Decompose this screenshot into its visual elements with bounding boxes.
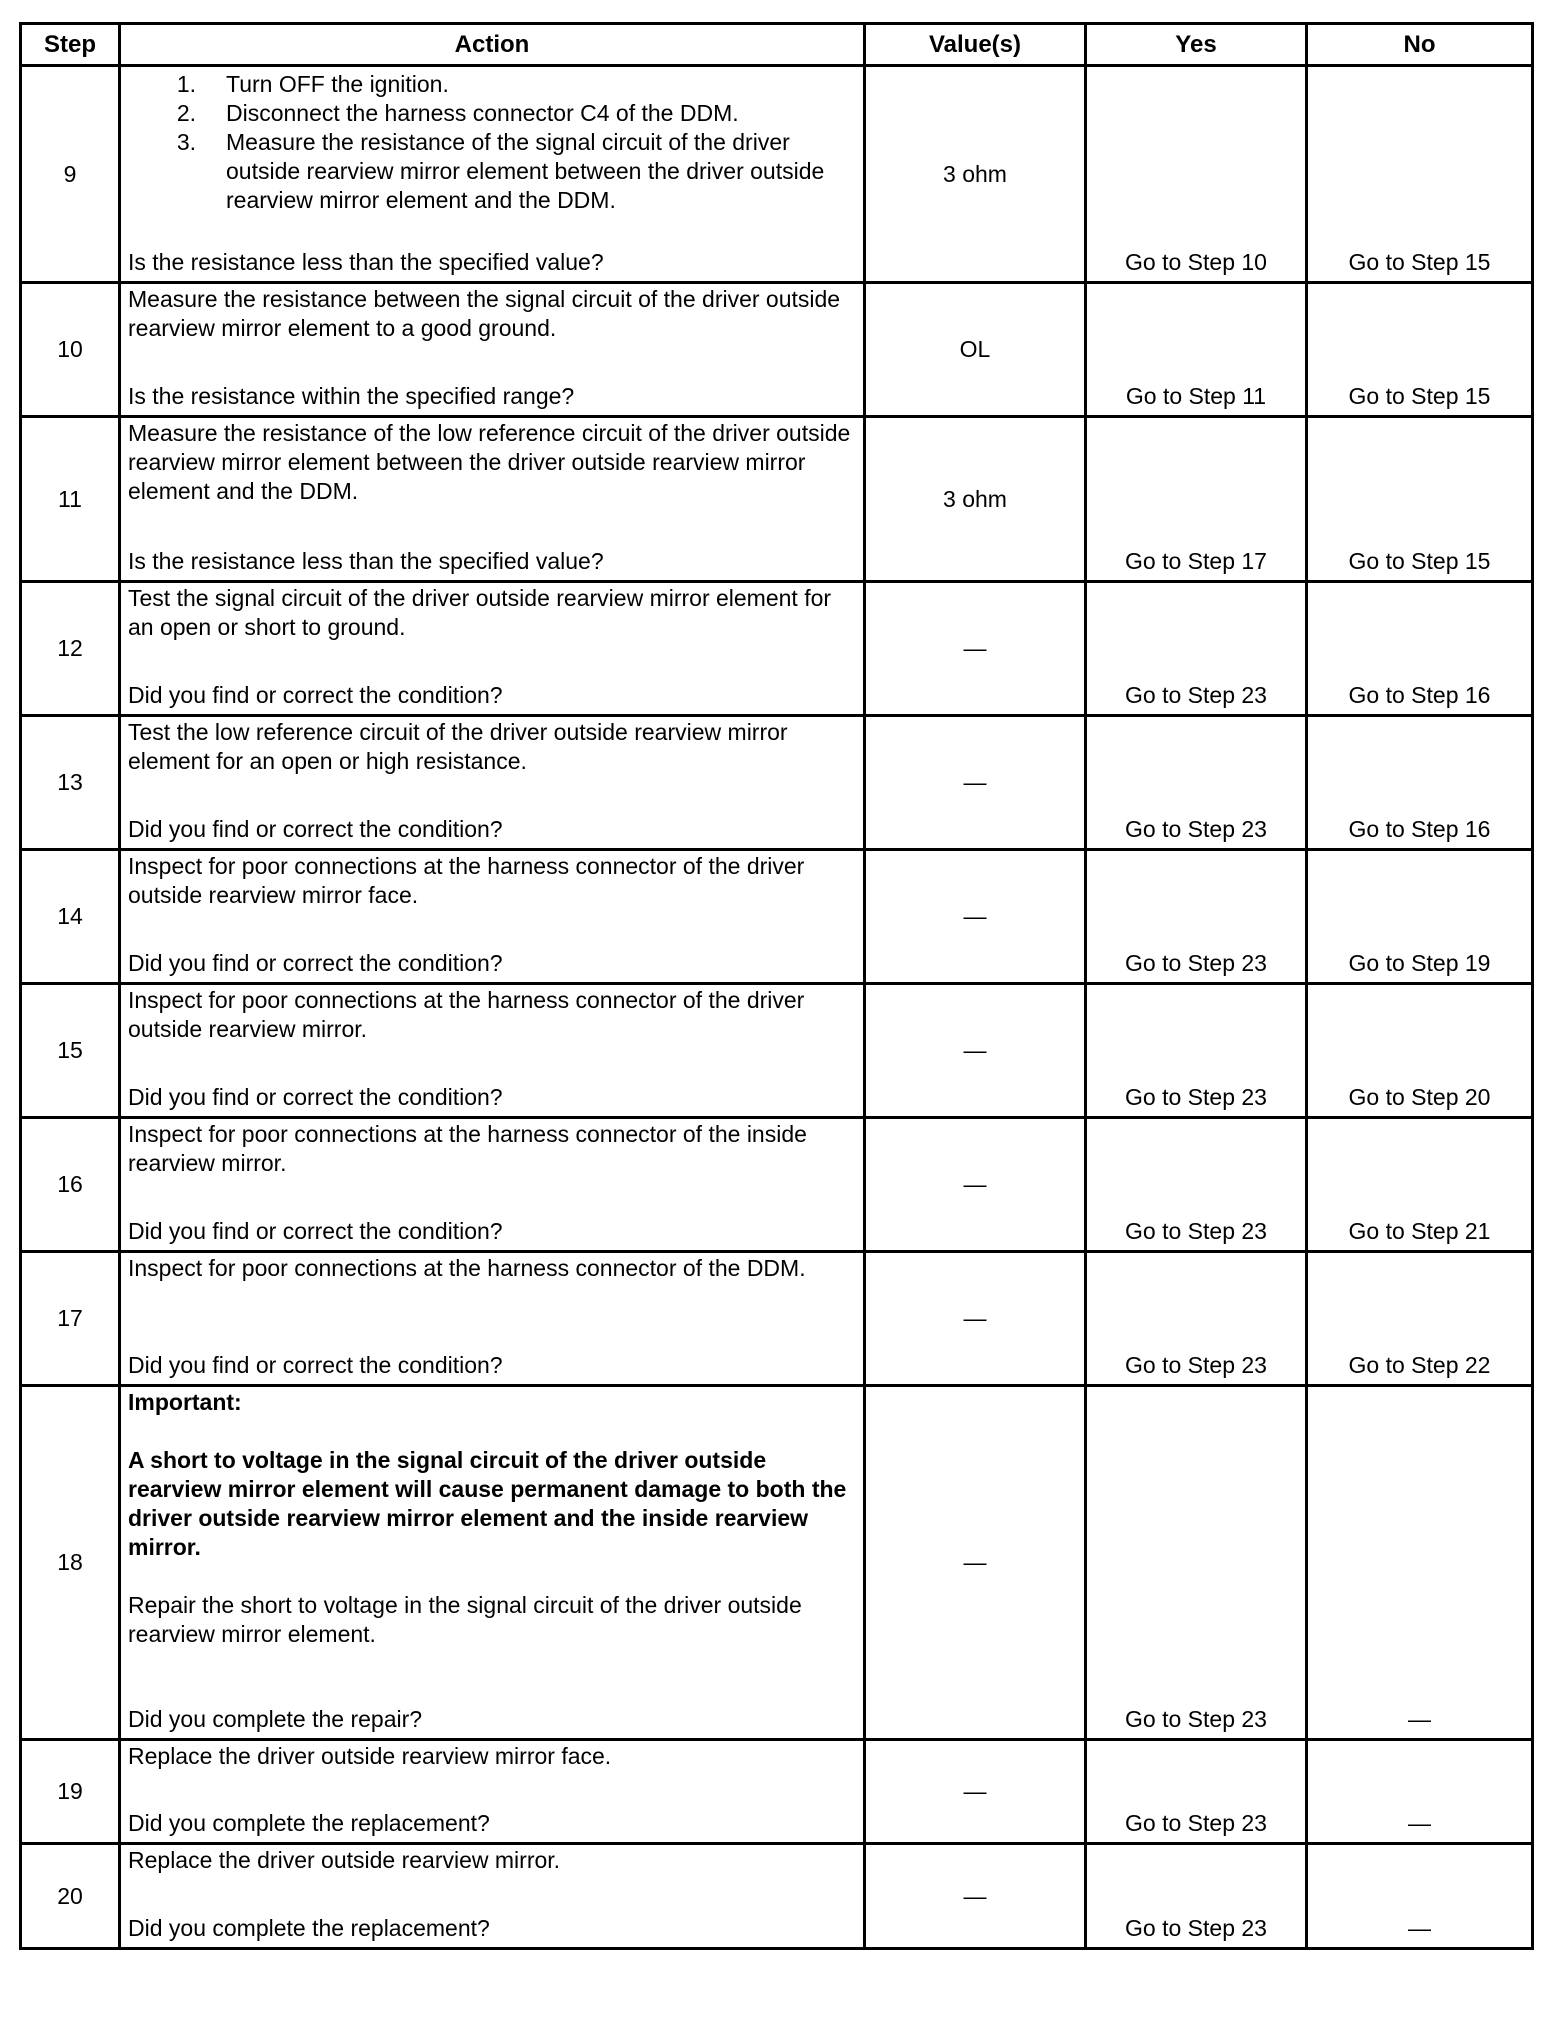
- action-content: [128, 852, 855, 978]
- action-cell: [120, 417, 865, 582]
- action-text: Measure the resistance between the signal circuit of the driver outside rearview mirror element to a good ground.: [128, 286, 841, 341]
- step-number: 16: [21, 1118, 120, 1252]
- header-action: Action: [120, 24, 865, 66]
- header-values: Value(s): [865, 24, 1086, 66]
- no-cell: —: [1307, 1386, 1533, 1740]
- action-question: Did you find or correct the condition?: [128, 816, 503, 842]
- no-cell: Go to Step 22: [1307, 1252, 1533, 1386]
- action-text: Test the low reference circuit of the driver outside rearview mirror element for an open or high resistance.: [128, 719, 788, 774]
- step-number: 13: [21, 716, 120, 850]
- step-number: 17: [21, 1252, 120, 1386]
- table-row: [21, 984, 1533, 1118]
- spacer: [128, 1562, 855, 1591]
- table-row: [21, 66, 1533, 283]
- yes-cell: Go to Step 23: [1086, 582, 1307, 716]
- action-text: Inspect for poor connections at the harness connector of the driver outside rearview mirror.: [128, 987, 805, 1042]
- action-text: Inspect for poor connections at the harness connector of the DDM.: [128, 1255, 806, 1281]
- action-instructions: [128, 285, 855, 343]
- value-cell: —: [865, 716, 1086, 850]
- value-cell: —: [865, 1386, 1086, 1740]
- action-cell: [120, 582, 865, 716]
- action-cell: [120, 1844, 865, 1949]
- no-cell: —: [1307, 1740, 1533, 1844]
- value-cell: 3 ohm: [865, 66, 1086, 283]
- value-cell: —: [865, 1252, 1086, 1386]
- table-row: [21, 283, 1533, 417]
- action-question: Is the resistance within the specified range?: [128, 383, 575, 409]
- substep-number: 3.: [176, 129, 196, 155]
- step-number: 9: [21, 66, 120, 283]
- action-text: Inspect for poor connections at the harness connector of the driver outside rearview mirror face.: [128, 853, 805, 908]
- yes-cell: Go to Step 23: [1086, 1740, 1307, 1844]
- substep-text: Turn OFF the ignition.: [226, 71, 449, 97]
- action-instructions: [128, 1388, 855, 1649]
- table-row: [21, 1740, 1533, 1844]
- value-cell: OL: [865, 283, 1086, 417]
- action-question: Did you find or correct the condition?: [128, 1218, 503, 1244]
- action-question: Did you complete the replacement?: [128, 1915, 490, 1941]
- yes-cell: Go to Step 17: [1086, 417, 1307, 582]
- important-label: Important:: [128, 1389, 242, 1415]
- action-content: [128, 419, 855, 576]
- step-number: 15: [21, 984, 120, 1118]
- yes-cell: Go to Step 23: [1086, 850, 1307, 984]
- value-cell: —: [865, 1740, 1086, 1844]
- action-instructions: [128, 584, 855, 642]
- substep-list: [128, 70, 855, 215]
- action-content: [128, 584, 855, 710]
- no-cell: Go to Step 21: [1307, 1118, 1533, 1252]
- no-cell: Go to Step 16: [1307, 716, 1533, 850]
- value-cell: —: [865, 1118, 1086, 1252]
- no-cell: Go to Step 20: [1307, 984, 1533, 1118]
- step-number: 19: [21, 1740, 120, 1844]
- no-cell: Go to Step 16: [1307, 582, 1533, 716]
- action-instructions: [128, 718, 855, 776]
- table-row: [21, 582, 1533, 716]
- important-text: A short to voltage in the signal circuit of the driver outside rearview mirror element will cause permanent damage to both the driver outside rearview mirror element and the inside rearview mirror.: [128, 1447, 847, 1560]
- action-instructions: [128, 1120, 855, 1178]
- table-row: [21, 1386, 1533, 1740]
- action-instructions: [128, 1846, 855, 1875]
- action-content: [128, 68, 855, 277]
- action-text: Replace the driver outside rearview mirror.: [128, 1847, 561, 1873]
- action-content: [128, 1742, 855, 1838]
- action-cell: [120, 1252, 865, 1386]
- yes-cell: Go to Step 23: [1086, 1252, 1307, 1386]
- yes-cell: Go to Step 23: [1086, 984, 1307, 1118]
- action-instructions: [128, 1254, 855, 1283]
- action-text: Replace the driver outside rearview mirror face.: [128, 1743, 612, 1769]
- value-cell: —: [865, 984, 1086, 1118]
- table-row: [21, 850, 1533, 984]
- spacer: [128, 1417, 855, 1446]
- action-question: Did you complete the replacement?: [128, 1810, 490, 1836]
- action-content: [128, 1846, 855, 1943]
- action-question: Is the resistance less than the specified value?: [128, 548, 604, 574]
- action-cell: [120, 984, 865, 1118]
- table-row: [21, 1118, 1533, 1252]
- value-cell: —: [865, 582, 1086, 716]
- diagnostic-table: [19, 22, 1534, 1950]
- action-question: Did you complete the repair?: [128, 1706, 423, 1732]
- substep-item: [128, 99, 855, 128]
- step-number: 18: [21, 1386, 120, 1740]
- action-question: Is the resistance less than the specified value?: [128, 249, 604, 275]
- value-cell: —: [865, 850, 1086, 984]
- substep-number: 1.: [176, 71, 196, 97]
- action-cell: [120, 1118, 865, 1252]
- step-number: 10: [21, 283, 120, 417]
- substep-text: Disconnect the harness connector C4 of the DDM.: [226, 100, 739, 126]
- value-cell: 3 ohm: [865, 417, 1086, 582]
- action-instructions: [128, 68, 855, 215]
- action-question: Did you find or correct the condition?: [128, 1352, 503, 1378]
- action-text: Repair the short to voltage in the signal circuit of the driver outside rearview mirror element.: [128, 1592, 802, 1647]
- action-question: Did you find or correct the condition?: [128, 1084, 503, 1110]
- step-number: 20: [21, 1844, 120, 1949]
- yes-cell: Go to Step 11: [1086, 283, 1307, 417]
- step-number: 14: [21, 850, 120, 984]
- action-text: Measure the resistance of the low reference circuit of the driver outside rearview mirror element between the driver outside rearview mirror element and the DDM.: [128, 420, 851, 504]
- step-number: 11: [21, 417, 120, 582]
- substep-number: 2.: [176, 100, 196, 126]
- no-cell: Go to Step 15: [1307, 283, 1533, 417]
- no-cell: Go to Step 19: [1307, 850, 1533, 984]
- yes-cell: Go to Step 23: [1086, 1386, 1307, 1740]
- yes-cell: Go to Step 23: [1086, 1844, 1307, 1949]
- table-row: [21, 1252, 1533, 1386]
- action-cell: [120, 1386, 865, 1740]
- action-question: Did you find or correct the condition?: [128, 950, 503, 976]
- yes-cell: Go to Step 10: [1086, 66, 1307, 283]
- action-cell: [120, 716, 865, 850]
- action-text: Test the signal circuit of the driver outside rearview mirror element for an open or short to ground.: [128, 585, 832, 640]
- header-step: Step: [21, 24, 120, 66]
- yes-cell: Go to Step 23: [1086, 716, 1307, 850]
- header-no: No: [1307, 24, 1533, 66]
- action-cell: [120, 66, 865, 283]
- action-content: [128, 1388, 855, 1734]
- action-question: Did you find or correct the condition?: [128, 682, 503, 708]
- action-content: [128, 986, 855, 1112]
- action-cell: [120, 850, 865, 984]
- action-content: [128, 285, 855, 411]
- action-text: Inspect for poor connections at the harness connector of the inside rearview mirror.: [128, 1121, 807, 1176]
- substep-text: Measure the resistance of the signal circuit of the driver outside rearview mirror element between the driver outside rearview mirror element and the DDM.: [226, 129, 825, 213]
- no-cell: Go to Step 15: [1307, 417, 1533, 582]
- table-row: [21, 417, 1533, 582]
- no-cell: —: [1307, 1844, 1533, 1949]
- action-content: [128, 1254, 855, 1380]
- action-cell: [120, 1740, 865, 1844]
- action-instructions: [128, 1742, 855, 1771]
- action-instructions: [128, 419, 855, 506]
- table-row: [21, 716, 1533, 850]
- action-content: [128, 718, 855, 844]
- value-cell: —: [865, 1844, 1086, 1949]
- yes-cell: Go to Step 23: [1086, 1118, 1307, 1252]
- action-instructions: [128, 986, 855, 1044]
- substep-item: [128, 70, 855, 99]
- substep-item: [128, 128, 855, 215]
- header-yes: Yes: [1086, 24, 1307, 66]
- action-cell: [120, 283, 865, 417]
- header-row: [21, 24, 1533, 66]
- action-content: [128, 1120, 855, 1246]
- table-row: [21, 1844, 1533, 1949]
- step-number: 12: [21, 582, 120, 716]
- no-cell: Go to Step 15: [1307, 66, 1533, 283]
- action-instructions: [128, 852, 855, 910]
